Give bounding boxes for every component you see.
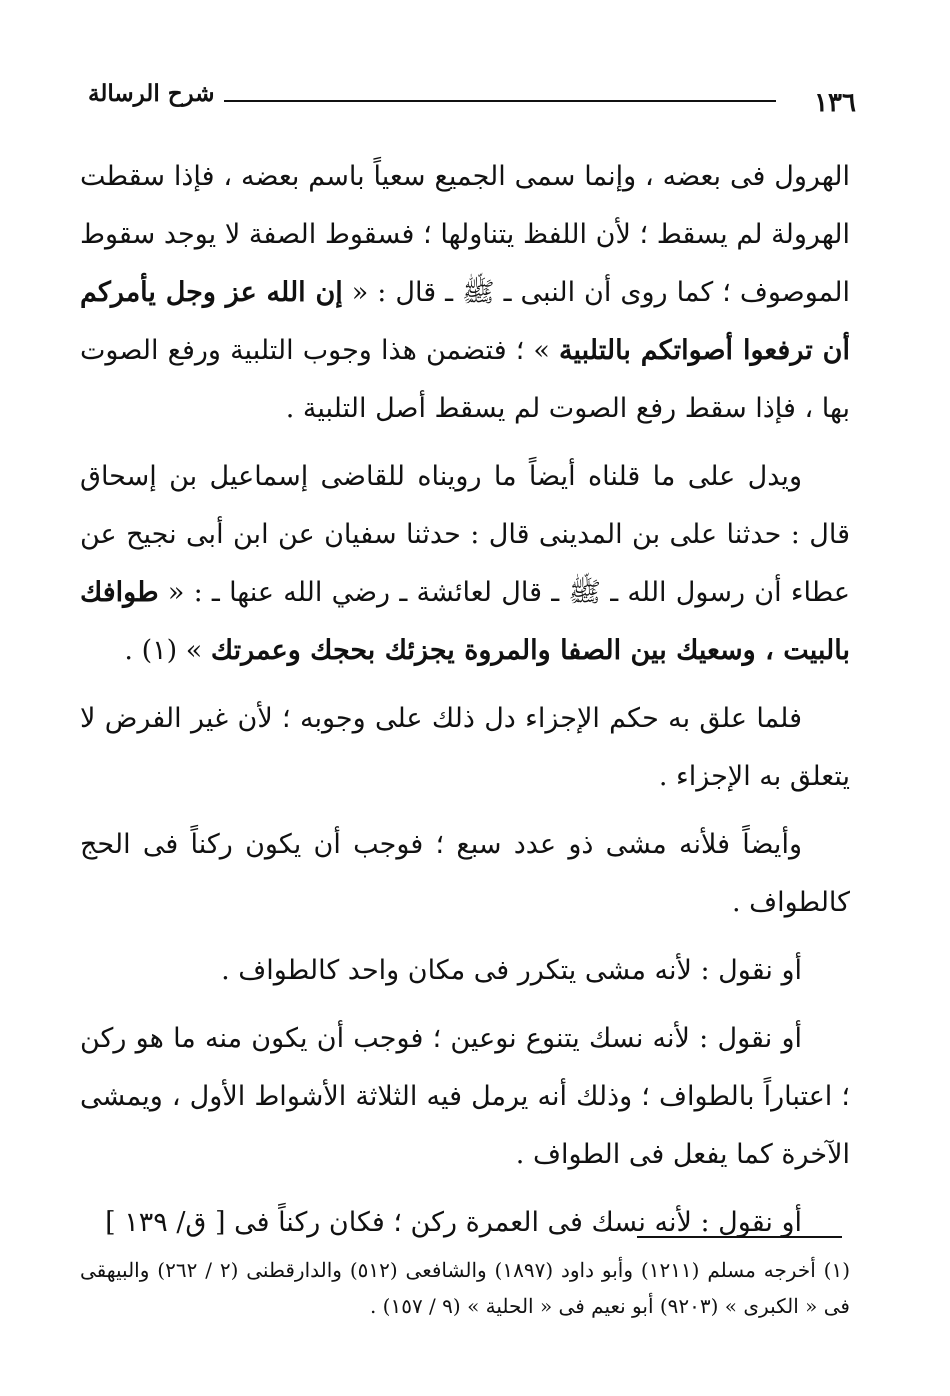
running-head [88,78,856,118]
paragraph-1-text-b: » ؛ فتضمن هذا وجوب التلبية ورفع الصوت بها ، فإذا سقط رفع الصوت لم يسقط أصل التلبية . [80,335,850,424]
hadith-quote-2: طوافك بالبيت ، وسعيك بين الصفا والمروة يجزئك بحجك وعمرتك [80,577,850,666]
footnote: (١) أخرجه مسلم (١٢١١) وأبو داود (١٨٩٧) والشافعى (٥١٢) والدارقطنى (٢ / ٢٦٢) والبيهقى فى « الكبرى » (٩٢٠٣) أبو نعيم فى « الحلية » (٩ / ١٥٧) . [80,1258,851,1318]
paragraph-2 [80,448,850,680]
paragraph-2-text-a: ويدل على ما قلناه أيضاً ما رويناه للقاضى إسماعيل بن إسحاق قال : حدثنا على بن المدينى قال : حدثنا سفيان عن ابن أبى نجيح عن عطاء أن رسول الله ـ ﷺ ـ قال لعائشة ـ رضي الله عنها ـ : « [80,461,850,608]
body-text [80,148,850,1262]
paragraph-1 [80,148,850,438]
paragraph-2-text-b: » (١) . [124,635,211,666]
paragraph-1-text-a: الهرول فى بعضه ، وإنما سمى الجميع سعياً باسم بعضه ، فإذا سقطت الهرولة لم يسقط ؛ لأن اللفظ يتناولها ؛ فسقوط الصفة لا يوجد سقوط الموصوف ؛ كما روى أن النبى ـ ﷺ ـ قال : « [80,161,850,308]
hadith-quote-1: إن الله عز وجل يأمركم أن ترفعوا أصواتكم بالتلبية [80,277,850,366]
page-number: ١٣٦ [814,88,856,118]
paragraph-6: أو نقول : لأنه نسك يتنوع نوعين ؛ فوجب أن يكون منه ما هو ركن ؛ اعتباراً بالطواف ؛ وذلك أنه يرمل فيه الثلاثة الأشواط الأول ، ويمشى الآخرة كما يفعل فى الطواف . [80,1023,850,1170]
paragraph-3: فلما علق به حكم الإجزاء دل ذلك على وجوبه ؛ لأن غير الفرض لا يتعلق به الإجزاء . [80,703,850,792]
header-rule [224,100,776,102]
paragraph-4: وأيضاً فلأنه مشى ذو عدد سبع ؛ فوجب أن يكون ركناً فى الحج كالطواف . [80,829,850,918]
paragraph-7: أو نقول : لأنه نسك فى العمرة ركن ؛ فكان ركناً فى [ ق/ ١٣٩ ] [105,1207,802,1238]
running-title: شرح الرسالة [88,80,215,107]
paragraph-5: أو نقول : لأنه مشى يتكرر فى مكان واحد كالطواف . [221,955,802,986]
footnote-rule [637,1236,842,1238]
